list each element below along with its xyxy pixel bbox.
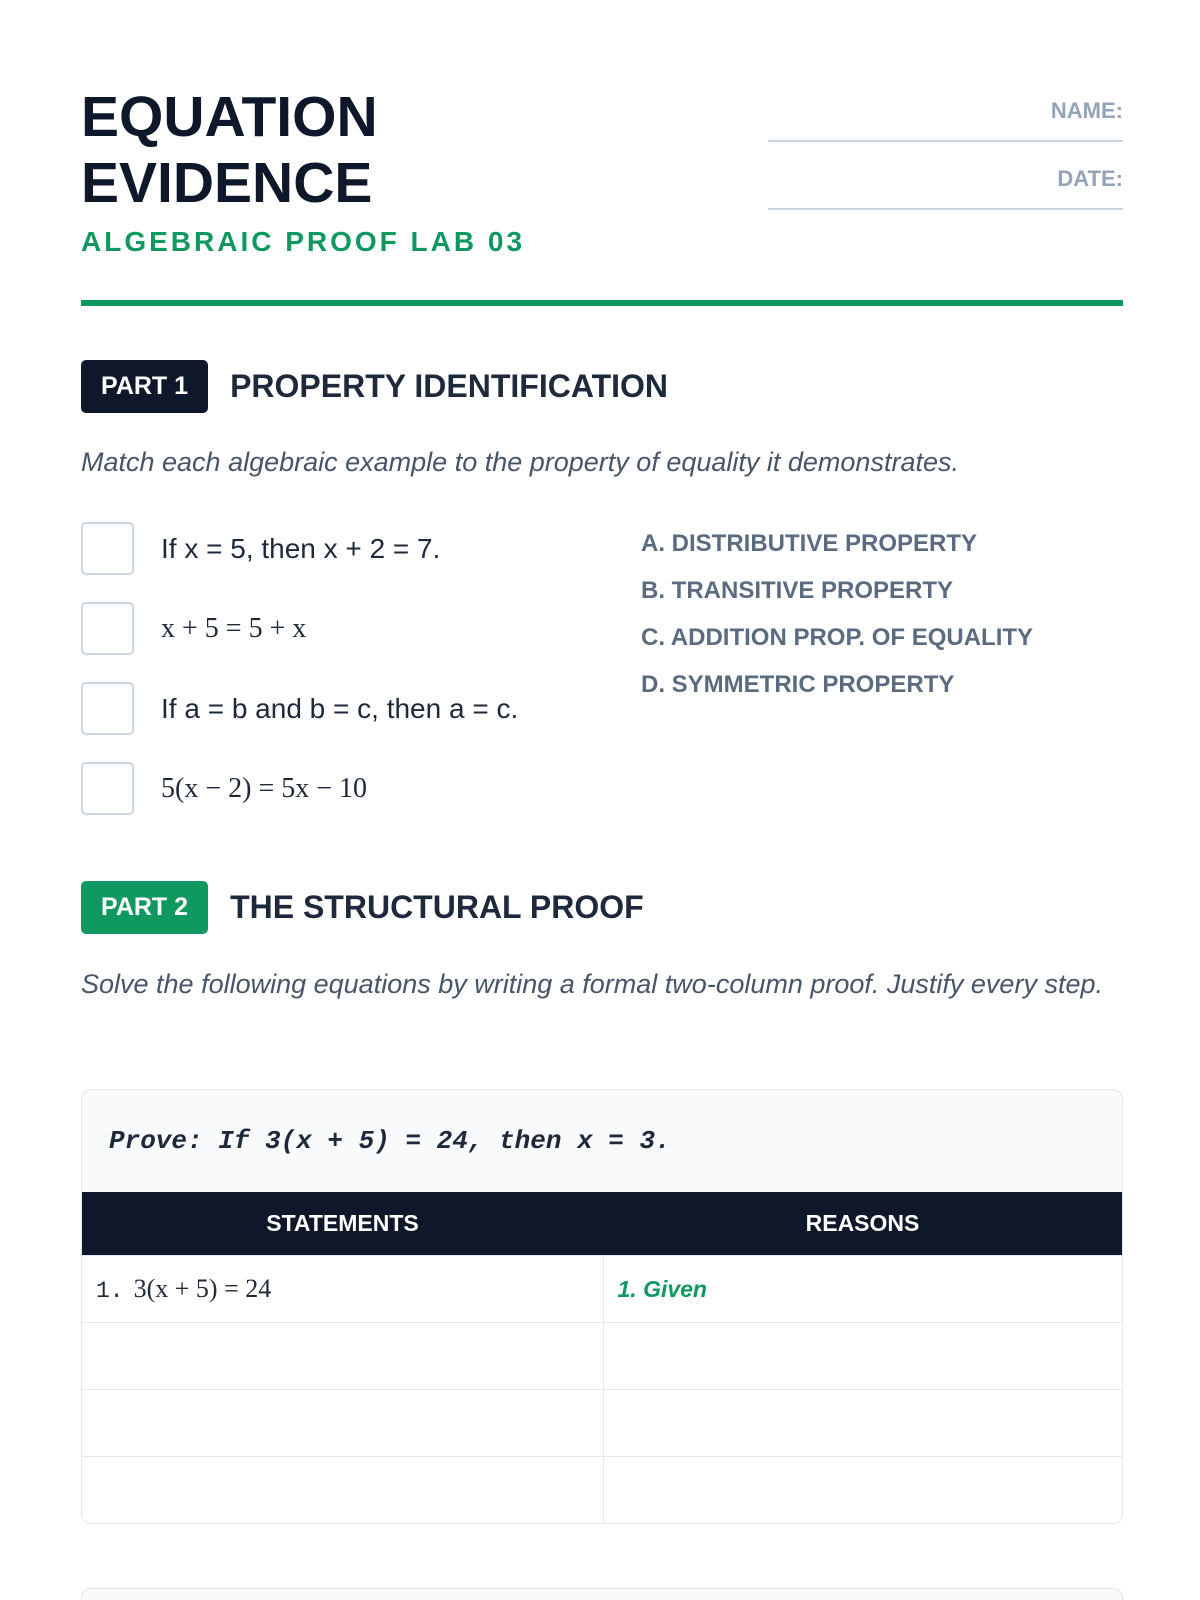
option-d: D. SYMMETRIC PROPERTY	[641, 671, 955, 698]
step-number: 1.	[96, 1278, 124, 1304]
reason-cell[interactable]	[603, 1456, 1122, 1523]
title-line-1: EQUATION	[81, 85, 378, 149]
reason-text: 1. Given	[617, 1276, 707, 1302]
option-a: A. DISTRIBUTIVE PROPERTY	[641, 530, 978, 557]
statement-text: 3(x + 5) = 24	[133, 1274, 272, 1303]
answer-box-3[interactable]	[81, 682, 134, 735]
part2-instructions: Solve the following equations by writing a formal two-column proof. Justify every step.	[81, 969, 1103, 999]
date-label: DATE:	[1057, 166, 1123, 191]
statement-cell[interactable]	[82, 1456, 603, 1523]
reason-cell[interactable]	[603, 1255, 1122, 1322]
name-label: NAME:	[1050, 98, 1123, 123]
part2-heading	[81, 881, 644, 934]
table-row	[82, 1389, 1122, 1456]
proof-card	[81, 1089, 1123, 1524]
name-line[interactable]	[768, 140, 1123, 142]
date-line[interactable]	[768, 208, 1123, 210]
answer-box-4[interactable]	[81, 762, 134, 815]
table-row	[82, 1255, 1122, 1322]
prove-statement: Prove: If 3(x + 5) = 24, then x = 3.	[109, 1126, 671, 1156]
list-item	[81, 522, 440, 575]
statement-cell[interactable]	[82, 1255, 603, 1322]
header-divider	[81, 300, 1123, 306]
reason-cell[interactable]	[603, 1389, 1122, 1456]
part1-badge: PART 1	[81, 360, 208, 413]
statements-header: STATEMENTS	[82, 1192, 603, 1255]
list-item	[81, 762, 367, 815]
list-item	[81, 602, 306, 655]
item-text-4: 5(x − 2) = 5x − 10	[161, 772, 368, 804]
next-proof-card	[81, 1588, 1123, 1600]
part1-title: PROPERTY IDENTIFICATION	[230, 368, 669, 404]
part1-instructions: Match each algebraic example to the property of equality it demonstrates.	[81, 447, 959, 477]
list-item	[81, 682, 518, 735]
property-options	[641, 520, 1033, 708]
answer-box-1[interactable]	[81, 522, 134, 575]
name-date-block	[768, 98, 1123, 210]
item-text-1: If x = 5, then x + 2 = 7.	[161, 532, 441, 564]
reasons-header: REASONS	[603, 1192, 1122, 1255]
two-column-proof-table	[82, 1192, 1122, 1523]
part2-title: THE STRUCTURAL PROOF	[230, 889, 644, 925]
table-row	[82, 1322, 1122, 1389]
title-line-2: EVIDENCE	[81, 151, 373, 215]
item-text-2: x + 5 = 5 + x	[161, 612, 307, 644]
statement-cell[interactable]	[82, 1322, 603, 1389]
statement-cell[interactable]	[82, 1389, 603, 1456]
reason-cell[interactable]	[603, 1322, 1122, 1389]
worksheet-header	[81, 84, 1123, 258]
item-text-3: If a = b and b = c, then a = c.	[161, 692, 519, 724]
table-row	[82, 1456, 1122, 1523]
answer-box-2[interactable]	[81, 602, 134, 655]
part2-badge: PART 2	[81, 881, 208, 934]
option-c: C. ADDITION PROP. OF EQUALITY	[641, 624, 1034, 651]
lab-subtitle: ALGEBRAIC PROOF LAB 03	[81, 226, 526, 257]
part1-heading	[81, 360, 668, 413]
option-b: B. TRANSITIVE PROPERTY	[641, 577, 954, 604]
